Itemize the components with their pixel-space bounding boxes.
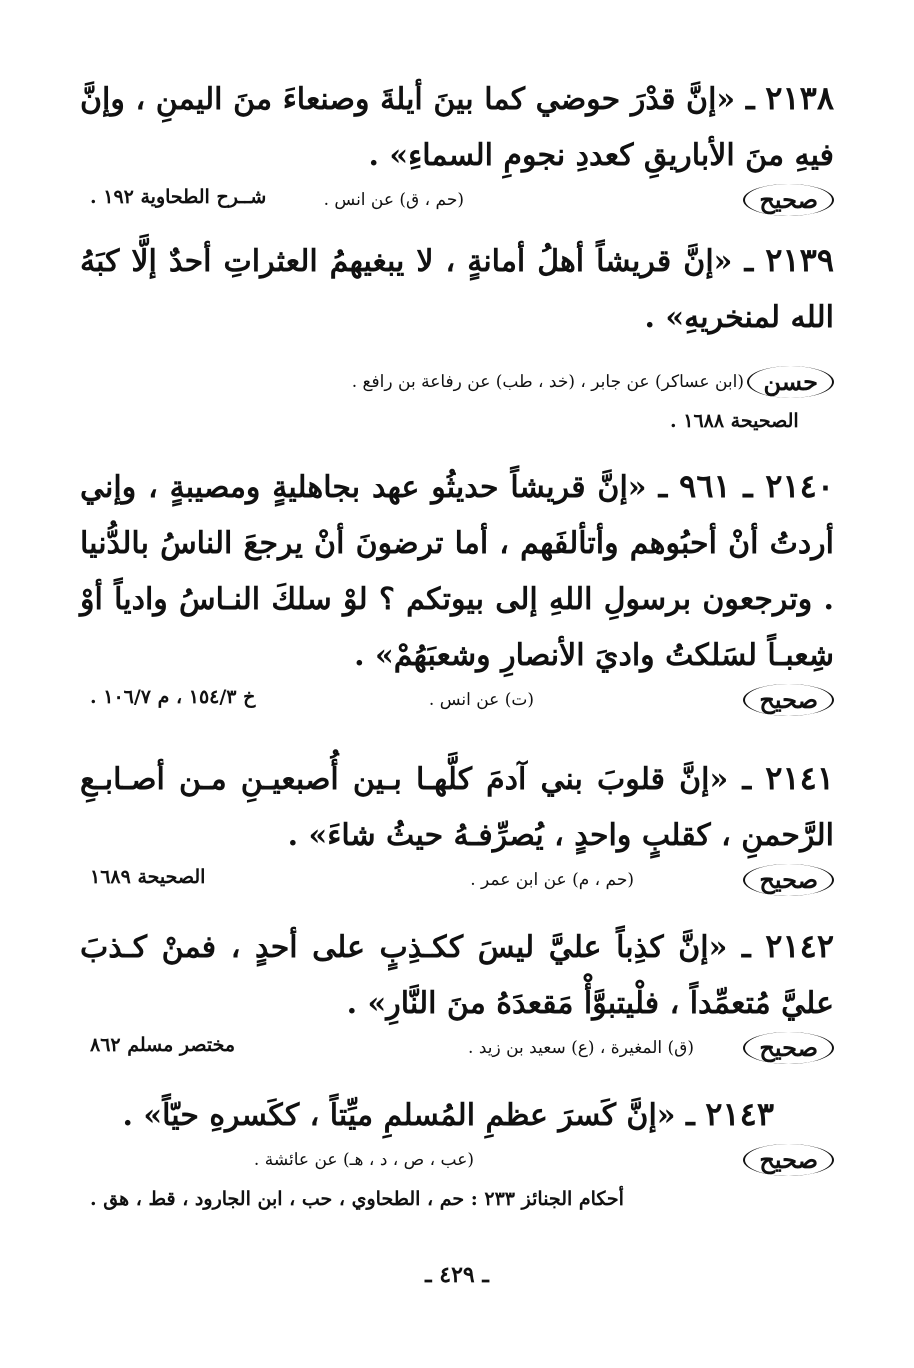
hadith-number: ٢١٣٩ [765, 241, 835, 279]
grade-label: صحيح [743, 684, 834, 716]
reference-citation: مختصر مسلم ٨٦٢ [90, 1034, 236, 1056]
grade-label: حسن [747, 366, 834, 398]
hadith-entry-2140 [80, 458, 834, 724]
hadith-meta [80, 1144, 834, 1184]
hadith-meta [80, 684, 834, 724]
source-citation: (عب ، ص ، د ، هـ) عن عائشة . [253, 1150, 474, 1170]
grade-label: صحيح [743, 1144, 834, 1176]
reference-citation: الصحيحة ١٦٨٨ . [670, 410, 799, 432]
hadith-entry-2138 [80, 70, 834, 224]
hadith-number: ٢١٤٠ ـ ٩٦١ [679, 467, 835, 505]
grade-label: صحيح [743, 1032, 834, 1064]
hadith-entry-2139 [80, 232, 834, 432]
grade-label: صحيح [743, 184, 834, 216]
hadith-text: ٢١٤٣ ـ «إنَّ كَسرَ عظمِ المُسلمِ ميِّتاً ، ككَسرهِ حيّاً» . [122, 1095, 774, 1133]
hadith-text: ٢١٤٢ ـ «إنَّ كذِباً عليَّ ليسَ ككـذِبٍ على أحدٍ ، فمنْ كـذبَ عليَّ مُتعمِّداً ، فلْيتبوَّأْ مَقعدَهُ منَ النَّارِ» . [80, 927, 834, 1021]
source-citation: (ابن عساكر) عن جابر ، (خد ، طب) عن رفاعة بن رافع . [351, 372, 744, 392]
hadith-text: ٢١٤٠ ـ ٩٦١ ـ «إنَّ قريشاً حديثُو عهد بجاهليةٍ ومصيبةٍ ، وإني أردتُ أنْ أحبُوهم وأتألفَهم ، أما ترضونَ أنْ يرجعَ الناسُ بالدُّنيا . وترجعون برسولِ اللهِ إلى بيوتكم ؟ لوْ سلكَ النـاسُ وادياً أوْ شِعبـاً لسَلكتُ واديَ الأنصارِ وشعبَهُمْ» . [80, 467, 835, 673]
hadith-entry-2141 [80, 750, 834, 904]
hadith-meta [80, 184, 834, 224]
hadith-number: ٢١٤٢ [765, 927, 834, 965]
hadith-body: «إنَّ قلوبَ بني آدمَ كلَّهـا بـين أُصبعيـنِ مـن أصـابـعِ الرَّحمنِ ، كقلبٍ واحدٍ ، يُصرِّفـهُ حيثُ شاءَ» . [80, 762, 834, 853]
reference-citation: أحكام الجنائز ٢٣٣ : حم ، الطحاوي ، حب ، ابن الجارود ، قط ، هق . [90, 1188, 624, 1210]
hadith-meta [80, 366, 834, 406]
hadith-text: ٢١٤١ ـ «إنَّ قلوبَ بني آدمَ كلَّهـا بـين أُصبعيـنِ مـن أصـابـعِ الرَّحمنِ ، كقلبٍ واحدٍ ، يُصرِّفـهُ حيثُ شاءَ» . [80, 759, 834, 853]
hadith-body: «إنَّ قريشاً أهلُ أمانةٍ ، لا يبغيهمُ العثراتِ أحدٌ إلَّا كبَهُ الله لمنخريهِ» . [80, 244, 834, 335]
hadith-text: ٢١٣٨ ـ «إنَّ قدْرَ حوضي كما بينَ أيلةَ وصنعاءَ منَ اليمنِ ، وإنَّ فيهِ منَ الأباريقِ كعددِ نجومِ السماءِ» . [80, 79, 835, 173]
hadith-number: ٢١٣٨ [765, 79, 835, 117]
source-citation: (ق) المغيرة ، (ع) سعيد بن زيد . [468, 1038, 694, 1058]
hadith-entry-2142 [80, 918, 834, 1072]
hadith-body: «إنَّ كَسرَ عظمِ المُسلمِ ميِّتاً ، ككَسرهِ حيّاً» . [122, 1098, 676, 1133]
hadith-text: ٢١٣٩ ـ «إنَّ قريشاً أهلُ أمانةٍ ، لا يبغيهمُ العثراتِ أحدٌ إلَّا كبَهُ الله لمنخريهِ» . [80, 241, 835, 335]
hadith-body: «إنَّ كذِباً عليَّ ليسَ ككـذِبٍ على أحدٍ ، فمنْ كـذبَ عليَّ مُتعمِّداً ، فلْيتبوَّأْ مَقعدَهُ منَ النَّارِ» . [80, 930, 834, 1021]
hadith-number: ٢١٤٣ [705, 1095, 774, 1133]
source-citation: (ت) عن انس . [428, 690, 534, 710]
hadith-meta [80, 1032, 834, 1072]
reference-citation: شــرح الطحاوية ١٩٢ . [90, 186, 267, 208]
page-number: ـ ٤٢٩ ـ [425, 1262, 489, 1288]
source-citation: (حم ، ق) عن انس . [323, 190, 464, 210]
hadith-number: ٢١٤١ [765, 759, 834, 797]
hadith-body: «إنَّ قريشاً حديثُو عهد بجاهليةٍ ومصيبةٍ ، وإني أردتُ أنْ أحبُوهم وأتألفَهم ، أما ترضونَ أنْ يرجعَ الناسُ بالدُّنيا . وترجعون برسولِ اللهِ إلى بيوتكم ؟ لوْ سلكَ النـاسُ وادياً أوْ شِعبـاً لسَلكتُ واديَ الأنصارِ وشعبَهُمْ» . [80, 470, 835, 673]
source-citation: (حم ، م) عن ابن عمر . [470, 870, 634, 890]
reference-citation: الصحيحة ١٦٨٩ [90, 866, 206, 888]
hadith-body: «إنَّ قدْرَ حوضي كما بينَ أيلةَ وصنعاءَ منَ اليمنِ ، وإنَّ فيهِ منَ الأباريقِ كعددِ نجومِ السماءِ» . [80, 82, 834, 173]
hadith-entry-2143 [80, 1086, 834, 1210]
reference-citation: خ ١٥٤/٣ ، م ١٠٦/٧ . [90, 686, 256, 708]
hadith-meta [80, 864, 834, 904]
grade-label: صحيح [743, 864, 834, 896]
